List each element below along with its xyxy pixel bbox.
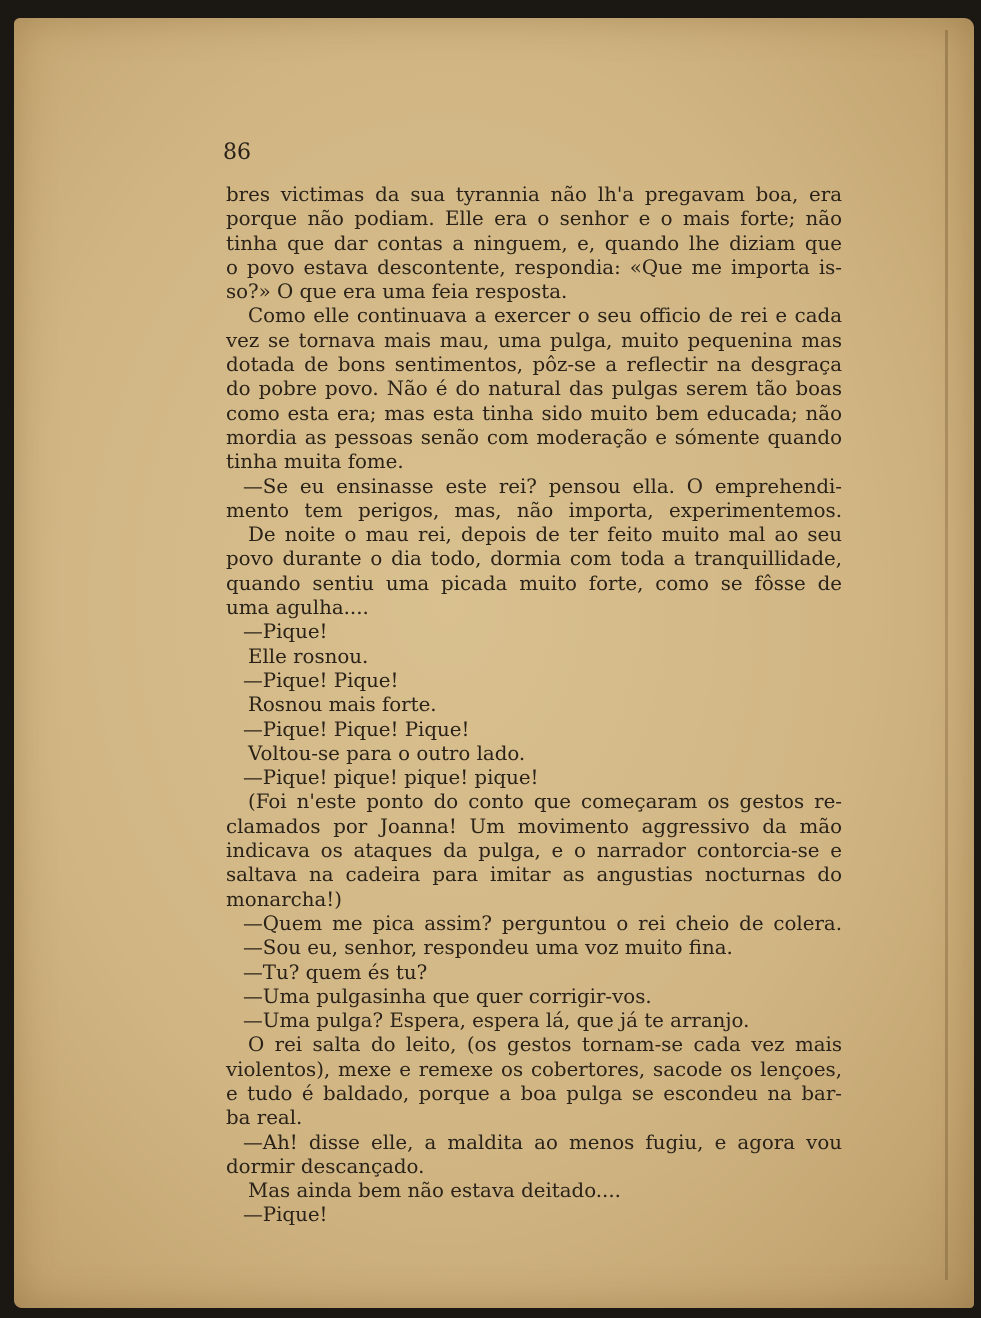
text-line: dotada de bons sentimentos, pôz-se a reflectir na desgraça [226,353,842,377]
text-line: como esta era; mas esta tinha sido muito bem educada; não [226,401,842,425]
text-line: do pobre povo. Não é do natural das pulgas serem tão boas [226,377,842,401]
text-line: O rei salta do leito, (os gestos tornam-se cada vez mais [248,1033,842,1057]
text-line: De noite o mau rei, depois de ter feito muito mal ao seu [248,523,842,547]
text-line: saltava na cadeira para imitar as angustias nocturnas do [226,863,842,887]
text-line: (Foi n'este ponto do conto que começaram os gestos re- [248,790,842,814]
text-line: tinha que dar contas a ninguem, e, quando lhe diziam que [226,231,842,255]
text-line: indicava os ataques da pulga, e o narrador contorcia-se e [226,839,842,863]
text-line: violentos), mexe e remexe os cobertores, sacode os lençoes, [226,1057,842,1081]
text-line: Como elle continuava a exercer o seu officio de rei e cada [248,304,842,328]
text-line: clamados por Joanna! Um movimento aggressivo da mão [226,814,842,838]
text-line: quando sentiu uma picada muito forte, como se fôsse de [226,571,842,595]
text-line: Voltou-se para o outro lado. [248,741,526,765]
text-line: —Pique! [243,1203,328,1227]
text-line: —Uma pulga? Espera, espera lá, que já te arranjo. [243,1009,750,1033]
text-line: monarcha!) [226,887,342,911]
page-number: 86 [223,140,251,165]
text-line: —Se eu ensinasse este rei? pensou ella. O emprehendi- [243,474,842,498]
text-line: —Pique! Pique! [243,668,399,692]
text-line: so?» O que era uma feia resposta. [226,280,568,304]
text-line: bres victimas da sua tyrannia não lh'a pregavam boa, era [226,183,842,206]
text-line: uma agulha.... [226,596,369,620]
text-line: —Tu? quem és tu? [243,960,428,984]
text-line: povo durante o dia todo, dormia com toda a tranquillidade, [226,547,842,571]
text-line: mordia as pessoas senão com moderação e sómente quando [226,425,842,449]
text-line: —Uma pulgasinha que quer corrigir-vos. [243,984,652,1008]
text-line: ba real. [226,1106,303,1130]
text-line: —Pique! [243,620,328,644]
text-line: porque não podiam. Elle era o senhor e o mais forte; não [226,207,842,231]
body-text [226,183,842,1228]
text-line: —Pique! pique! pique! pique! [243,766,539,790]
text-line: —Pique! Pique! Pique! [243,717,470,741]
text-line: Mas ainda bem não estava deitado.... [248,1179,621,1203]
text-line: tinha muita fome. [226,450,404,474]
text-line: mento tem perigos, mas, não importa, experimentemos. [226,498,842,522]
text-line: e tudo é baldado, porque a boa pulga se escondeu na bar- [226,1081,842,1105]
text-line: —Sou eu, senhor, respondeu uma voz muito fina. [243,936,733,960]
text-line: Elle rosnou. [248,644,369,668]
text-line: o povo estava descontente, respondia: «Que me importa is- [226,255,842,279]
text-line: dormir descançado. [226,1154,425,1178]
text-line: —Quem me pica assim? perguntou o rei cheio de colera. [243,911,842,935]
text-line: —Ah! disse elle, a maldita ao menos fugiu, e agora vou [243,1130,842,1154]
page-edge-shadow [945,30,948,1280]
text-line: Rosnou mais forte. [248,693,437,717]
text-line: vez se tornava mais mau, uma pulga, muito pequenina mas [226,328,842,352]
